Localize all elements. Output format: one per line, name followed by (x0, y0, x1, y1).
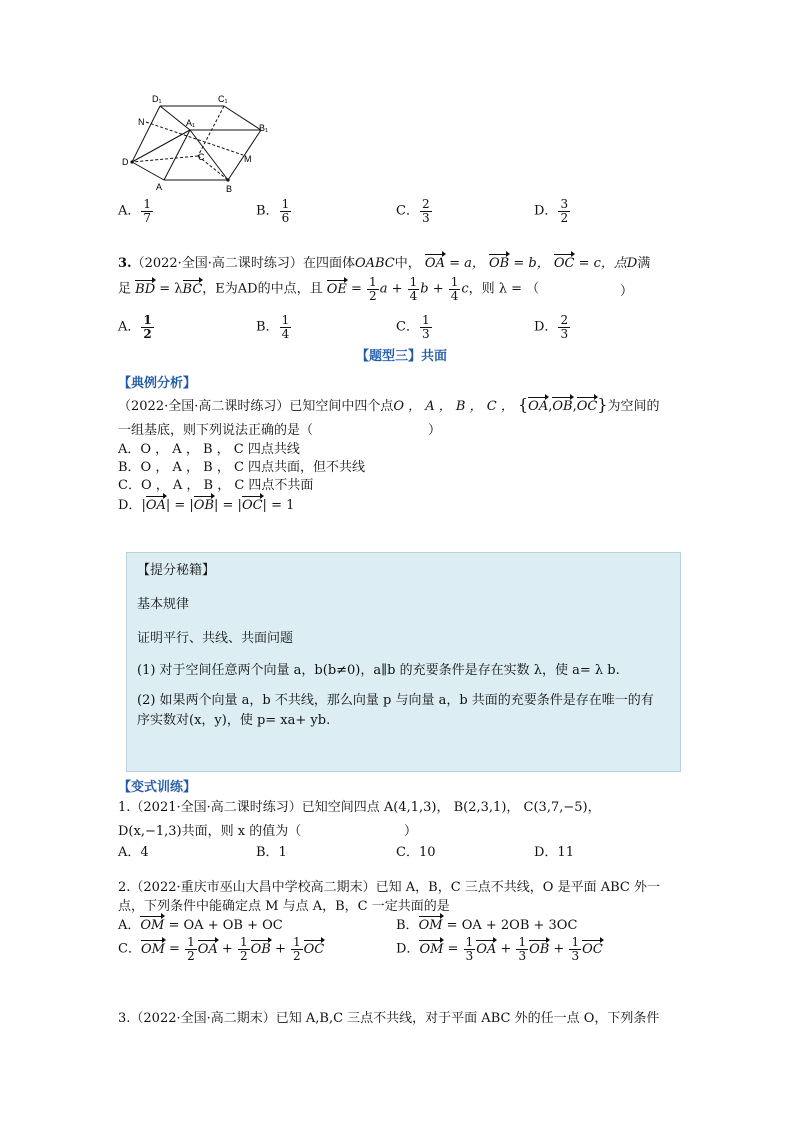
practice-q2-option-c[interactable]: C．OM = $\frac{1}{2}$ OA + $\frac{1}{2}$ OB + $\frac{1}{2}$ OC (118, 935, 325, 963)
practice-q2-option-d[interactable]: D．OM = $\frac{1}{3}$ OA + $\frac{1}{3}$ OB + $\frac{1}{3}$ OC (396, 935, 603, 963)
tip-topic: 证明平行、共线、共面问题 (137, 631, 294, 646)
label-c: C (198, 152, 205, 162)
q3-line2: 足 BD = λBC，E为AD的中点，且 OE = $\frac{1}{2}$ a + $\frac{1}{4}$ b + $\frac{1}{4}$ c，则 λ = （ (118, 275, 540, 303)
tip-title: 【提分秘籍】 (137, 563, 216, 578)
practice-q1-option-d[interactable]: D．11 (534, 845, 574, 860)
example-option-a[interactable]: A．O ， A ， B ， C 四点共线 (118, 442, 300, 457)
label-n: N (138, 117, 145, 127)
section-title: 【题型三】共面 (356, 349, 448, 364)
label-c1: C₁ (218, 94, 228, 104)
practice-q2-line2: 点，下列条件中能确定点 M 与点 A，B，C 一定共面的是 (118, 899, 450, 914)
label-a: A (156, 182, 163, 192)
q2-option-d[interactable]: D． $\frac{3}{2}$ (534, 197, 569, 225)
label-b1: B₁ (259, 123, 269, 133)
q3-option-d[interactable]: D． $\frac{2}{3}$ (534, 313, 569, 341)
label-d1: D₁ (152, 94, 162, 104)
practice-q1-line1: 1.（2021·全国·高二课时练习）已知空间四点 A(4,1,3)， B(2,3,1)， C(3,7,−5)， (118, 800, 601, 815)
q3-option-b[interactable]: B． $\frac{1}{4}$ (256, 313, 290, 341)
q2-option-c[interactable]: C． $\frac{2}{3}$ (396, 197, 430, 225)
example-close-paren: ） (428, 423, 442, 438)
tip-box (126, 552, 681, 772)
tip-item-2a: (2) 如果两个向量 a，b 不共线，那么向量 p 与向量 a，b 共面的充要条件是存在唯一的有 (137, 693, 654, 708)
practice-q2-line1: 2.（2022·重庆市巫山大昌中学校高二期末）已知 A，B，C 三点不共线，O 是平面 ABC 外一 (118, 880, 660, 895)
label-a1: A₁ (186, 118, 196, 128)
label-m: M (244, 154, 252, 164)
practice-q1-option-a[interactable]: A．4 (118, 845, 149, 860)
q2-option-a[interactable]: A． $\frac{1}{7}$ (118, 197, 152, 225)
practice-q1-close-paren: ） (404, 824, 418, 839)
example-option-c[interactable]: C．O ， A ， B ， C 四点不共面 (118, 478, 314, 493)
q3-option-a[interactable]: A． $\frac{1}{2}$ (118, 313, 152, 341)
practice-heading: 【变式训练】 (118, 780, 197, 795)
example-line2: 一组基底，则下列说法正确的是（ (118, 423, 314, 438)
practice-q1-option-c[interactable]: C．10 (396, 845, 436, 860)
q3-line1: 3.（2022·全国·高二课时练习）在四面体OABC中， OA = a， OB = b， OC = c，点D满 (118, 256, 651, 271)
tip-rule: 基本规律 (137, 597, 190, 612)
practice-q1-option-b[interactable]: B．1 (256, 845, 287, 860)
practice-q2-option-a[interactable]: A．OM = OA + OB + OC (118, 918, 283, 933)
practice-q2-option-b[interactable]: B．OM = OA + 2OB + 3OC (396, 918, 578, 933)
tip-item-1: (1) 对于空间任意两个向量 a，b(b≠0)，a∥b 的充要条件是存在实数 λ，使 a= λ b. (137, 663, 620, 678)
q3-close-paren: ） (620, 284, 634, 299)
label-d: D (122, 157, 129, 167)
practice-q1-line2: D(x,−1,3)共面，则 x 的值为（ (118, 824, 302, 839)
example-line1: （2022·全国·高二课时练习）已知空间中四个点O ， A ， B ， C ， {OA,OB,OC}为空间的 (118, 395, 660, 414)
label-b: B (226, 184, 233, 194)
practice-q3-line: 3.（2022·全国·高二期末）已知 A,B,C 三点不共线，对于平面 ABC 外的任一点 O，下列条件 (118, 1011, 660, 1026)
parallelepiped-figure (118, 92, 278, 202)
q2-option-b[interactable]: B． $\frac{1}{6}$ (256, 197, 290, 225)
tip-item-2b: 序实数对(x，y)，使 p= xa+ yb. (137, 713, 331, 728)
example-option-d[interactable]: D．|OA| = |OB| = |OC| = 1 (118, 498, 295, 513)
example-option-b[interactable]: B．O ， A ， B ， C 四点共面，但不共线 (118, 460, 366, 475)
q3-option-c[interactable]: C． $\frac{1}{3}$ (396, 313, 430, 341)
example-heading: 【典例分析】 (118, 376, 197, 391)
